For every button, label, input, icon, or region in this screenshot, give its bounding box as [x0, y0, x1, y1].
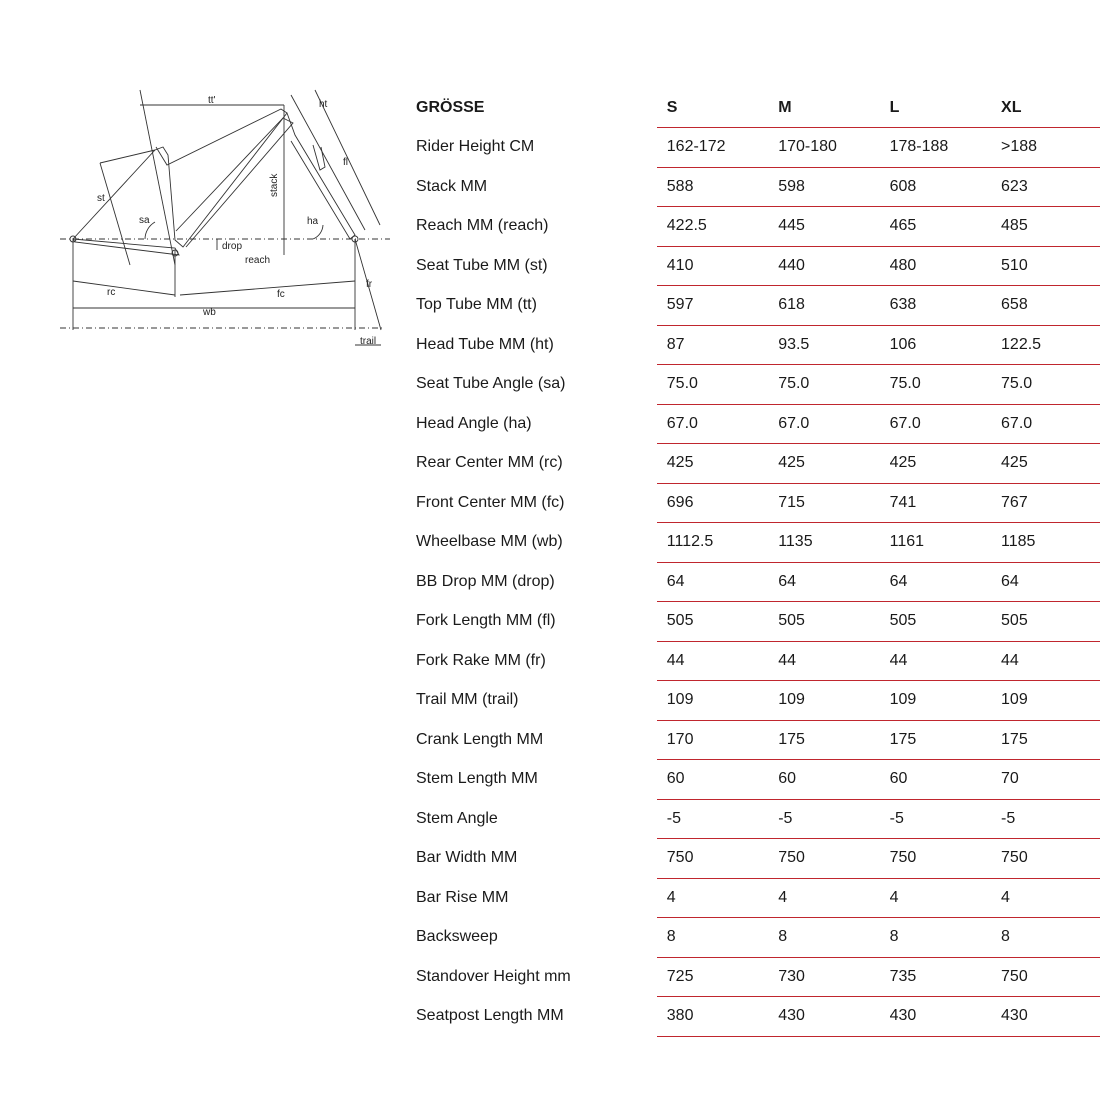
row-label: Top Tube MM (tt)	[416, 296, 537, 314]
row-label: Bar Rise MM	[416, 888, 509, 906]
row-value: 750	[880, 839, 991, 879]
table-row	[416, 207, 1100, 247]
row-value: 60	[657, 760, 768, 800]
row-value: -5	[880, 799, 991, 839]
row-value: 175	[768, 720, 879, 760]
row-label: Backsweep	[416, 928, 498, 946]
row-value: 109	[991, 681, 1100, 721]
row-value: 75.0	[880, 365, 991, 405]
label-trail: trail	[360, 336, 377, 347]
row-value: 60	[880, 760, 991, 800]
row-value: 64	[880, 562, 991, 602]
table-row	[416, 286, 1100, 326]
table-row	[416, 918, 1100, 958]
table-body	[416, 128, 1100, 1037]
row-label: Seatpost Length MM	[416, 1007, 564, 1025]
table-row	[416, 957, 1100, 997]
row-value: 480	[880, 246, 991, 286]
row-value: 735	[880, 957, 991, 997]
row-value: 44	[991, 641, 1100, 681]
label-ht: ht	[319, 99, 328, 110]
row-value: 380	[657, 997, 768, 1037]
row-value: 4	[991, 878, 1100, 918]
label-reach: reach	[245, 255, 271, 266]
row-value: 505	[657, 602, 768, 642]
row-value: 598	[768, 167, 879, 207]
row-value: 750	[991, 957, 1100, 997]
row-label: Trail MM (trail)	[416, 691, 519, 709]
row-value: -5	[768, 799, 879, 839]
label-stack: stack	[269, 173, 280, 197]
row-label: Fork Length MM (fl)	[416, 612, 556, 630]
table-row	[416, 799, 1100, 839]
row-value: 608	[880, 167, 991, 207]
table-row	[416, 483, 1100, 523]
label-rc: rc	[107, 287, 116, 298]
row-value: 741	[880, 483, 991, 523]
row-value: 64	[768, 562, 879, 602]
size-header-l: L	[880, 89, 991, 128]
row-value: 44	[657, 641, 768, 681]
table-row	[416, 878, 1100, 918]
table-row	[416, 246, 1100, 286]
table-row	[416, 444, 1100, 484]
row-label: Head Tube MM (ht)	[416, 335, 554, 353]
row-value: 485	[991, 207, 1100, 247]
label-tt: tt'	[208, 95, 216, 106]
row-value: 505	[991, 602, 1100, 642]
table-header-row	[416, 89, 1100, 128]
row-value: 8	[880, 918, 991, 958]
row-value: 170	[657, 720, 768, 760]
row-value: 510	[991, 246, 1100, 286]
row-label: Reach MM (reach)	[416, 217, 549, 235]
row-value: 162-172	[657, 128, 768, 168]
row-value: 1135	[768, 523, 879, 563]
row-value: 4	[880, 878, 991, 918]
row-value: 109	[880, 681, 991, 721]
label-st: st	[97, 193, 105, 204]
table-row	[416, 641, 1100, 681]
table-row	[416, 167, 1100, 207]
row-value: 109	[768, 681, 879, 721]
row-value: 67.0	[768, 404, 879, 444]
geometry-table	[416, 89, 1100, 1037]
row-value: 44	[880, 641, 991, 681]
table-row	[416, 997, 1100, 1037]
row-value: 422.5	[657, 207, 768, 247]
label-ha: ha	[307, 216, 319, 227]
row-value: 64	[657, 562, 768, 602]
row-value: 588	[657, 167, 768, 207]
row-value: 425	[880, 444, 991, 484]
row-value: 1161	[880, 523, 991, 563]
table-row	[416, 720, 1100, 760]
table-row	[416, 760, 1100, 800]
row-value: 75.0	[991, 365, 1100, 405]
row-value: 4	[657, 878, 768, 918]
row-value: 1185	[991, 523, 1100, 563]
table-row	[416, 325, 1100, 365]
row-value: 725	[657, 957, 768, 997]
row-label: BB Drop MM (drop)	[416, 572, 555, 590]
row-label: Seat Tube MM (st)	[416, 256, 548, 274]
row-value: 109	[657, 681, 768, 721]
row-value: 465	[880, 207, 991, 247]
row-value: 425	[768, 444, 879, 484]
row-label: Stem Length MM	[416, 770, 538, 788]
row-value: 106	[880, 325, 991, 365]
row-value: 75.0	[768, 365, 879, 405]
row-value: 67.0	[991, 404, 1100, 444]
size-header-m: M	[768, 89, 879, 128]
row-value: 75.0	[657, 365, 768, 405]
table-row	[416, 681, 1100, 721]
row-value: 175	[880, 720, 991, 760]
row-value: -5	[657, 799, 768, 839]
label-drop: drop	[222, 241, 243, 252]
row-value: 8	[991, 918, 1100, 958]
row-value: 715	[768, 483, 879, 523]
row-value: 122.5	[991, 325, 1100, 365]
row-value: >188	[991, 128, 1100, 168]
row-value: 60	[768, 760, 879, 800]
row-value: 8	[768, 918, 879, 958]
row-value: 750	[657, 839, 768, 879]
label-fr: fr	[366, 279, 373, 290]
table-row	[416, 128, 1100, 168]
row-label: Stack MM	[416, 177, 488, 195]
row-value: 750	[991, 839, 1100, 879]
label-wb: wb	[203, 307, 216, 318]
row-label: Seat Tube Angle (sa)	[416, 375, 566, 393]
row-label: Standover Height mm	[416, 967, 571, 985]
table-row	[416, 602, 1100, 642]
row-value: 730	[768, 957, 879, 997]
row-label: Stem Angle	[416, 809, 498, 827]
row-label: Bar Width MM	[416, 849, 518, 867]
row-value: 750	[768, 839, 879, 879]
table-row	[416, 839, 1100, 879]
row-label: Rear Center MM (rc)	[416, 454, 563, 472]
table-row	[416, 562, 1100, 602]
row-value: 425	[657, 444, 768, 484]
table-row	[416, 404, 1100, 444]
row-label: Front Center MM (fc)	[416, 493, 565, 511]
table-row	[416, 365, 1100, 405]
row-value: 8	[657, 918, 768, 958]
row-label: Rider Height CM	[416, 138, 535, 156]
row-value: 430	[880, 997, 991, 1037]
label-fc: fc	[277, 289, 285, 300]
row-value: 425	[991, 444, 1100, 484]
row-value: 440	[768, 246, 879, 286]
row-label: Head Angle (ha)	[416, 414, 532, 432]
label-sa: sa	[139, 215, 150, 226]
row-value: 430	[991, 997, 1100, 1037]
row-label: Fork Rake MM (fr)	[416, 651, 546, 669]
row-value: 658	[991, 286, 1100, 326]
row-value: 87	[657, 325, 768, 365]
row-value: 505	[880, 602, 991, 642]
row-value: 505	[768, 602, 879, 642]
row-value: 93.5	[768, 325, 879, 365]
row-label: Crank Length MM	[416, 730, 544, 748]
label-fl: fl	[343, 157, 348, 168]
row-value: 638	[880, 286, 991, 326]
row-value: 430	[768, 997, 879, 1037]
size-header-label: GRÖSSE	[416, 99, 485, 117]
table-row	[416, 523, 1100, 563]
row-value: 178-188	[880, 128, 991, 168]
size-header-xl: XL	[991, 89, 1100, 128]
row-value: 67.0	[880, 404, 991, 444]
row-value: 175	[991, 720, 1100, 760]
row-value: 64	[991, 562, 1100, 602]
row-value: 410	[657, 246, 768, 286]
row-value: 597	[657, 286, 768, 326]
row-value: 4	[768, 878, 879, 918]
row-value: 623	[991, 167, 1100, 207]
row-value: 44	[768, 641, 879, 681]
row-value: 696	[657, 483, 768, 523]
row-value: 70	[991, 760, 1100, 800]
row-value: 1112.5	[657, 523, 768, 563]
row-label: Wheelbase MM (wb)	[416, 533, 563, 551]
row-value: -5	[991, 799, 1100, 839]
frame-geometry-diagram	[55, 85, 395, 355]
size-header-s: S	[657, 89, 768, 128]
row-value: 767	[991, 483, 1100, 523]
row-value: 170-180	[768, 128, 879, 168]
row-value: 67.0	[657, 404, 768, 444]
row-value: 445	[768, 207, 879, 247]
row-value: 618	[768, 286, 879, 326]
